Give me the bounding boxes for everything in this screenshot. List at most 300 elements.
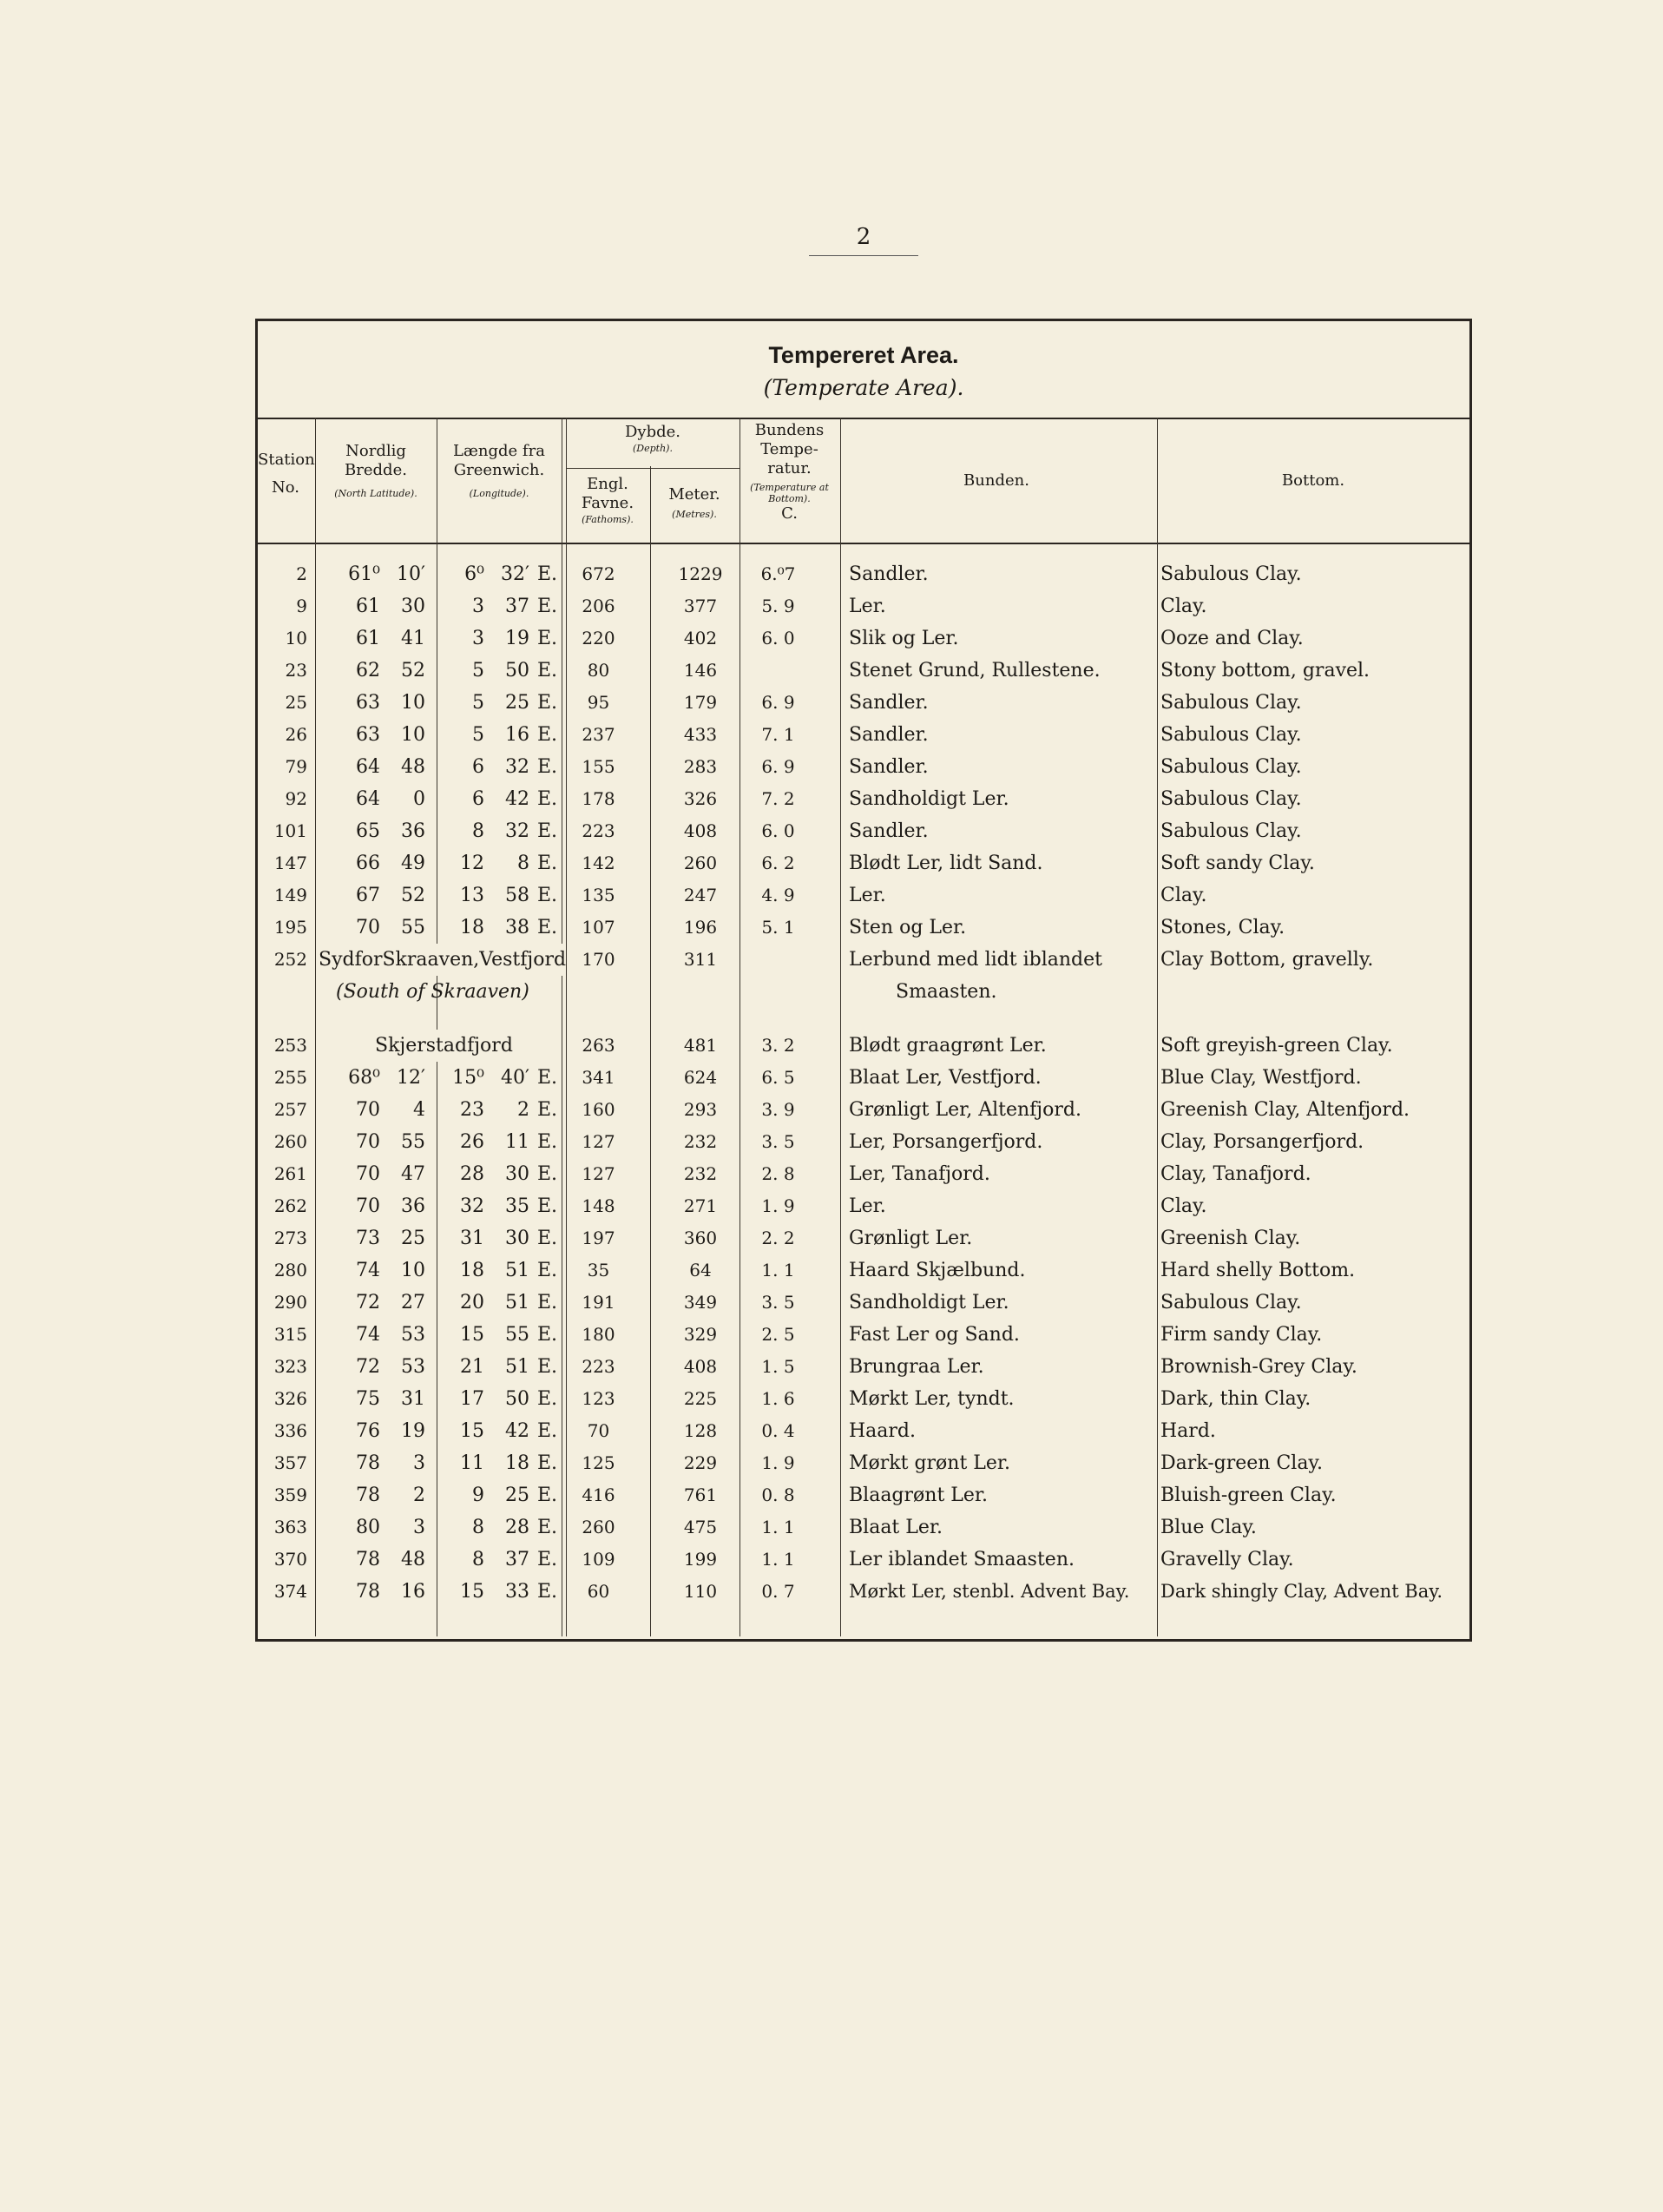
lat-min: 10 [401, 1260, 425, 1281]
lon-deg: 32 [460, 1195, 484, 1217]
lon-east: E. [536, 1420, 557, 1442]
depth-fathoms: 223 [582, 820, 615, 841]
latitude [340, 1447, 425, 1479]
lon-east: E. [536, 917, 557, 938]
table-row [258, 1351, 1469, 1383]
bottom-text: Sabulous Clay. [1160, 563, 1302, 585]
header-temperature [739, 421, 839, 523]
longitude [444, 1544, 557, 1576]
bottom-temperature: 6. 0 [761, 628, 795, 648]
station-no: 26 [285, 724, 307, 745]
lat-deg: 61 [356, 596, 380, 617]
latitude [340, 687, 425, 719]
table-row [258, 1415, 1469, 1447]
depth-metres: 408 [683, 820, 718, 841]
lat-deg: 75 [356, 1388, 380, 1410]
lat-min: 12′ [397, 1067, 425, 1089]
depth-metres: 229 [683, 1452, 718, 1473]
station-no: 359 [273, 1485, 307, 1505]
table-row [258, 1383, 1469, 1415]
lat-deg: 66 [356, 853, 380, 874]
latitude [340, 847, 425, 879]
lat-min: 49 [401, 853, 425, 874]
latitude [340, 1062, 425, 1094]
lon-deg: 18 [460, 1260, 484, 1281]
table-subtitle: (Temperate Area). [763, 375, 964, 400]
bottom-text: Soft sandy Clay. [1160, 853, 1315, 874]
longitude [444, 847, 557, 879]
lon-min: 51 [505, 1292, 529, 1313]
station-no: 25 [285, 692, 307, 713]
depth-fathoms: 135 [582, 885, 615, 905]
lat-deg: 72 [356, 1292, 380, 1313]
lon-deg: 23 [460, 1099, 484, 1121]
bunden-text: Sandler. [849, 724, 929, 746]
depth-fathoms: 191 [582, 1292, 615, 1313]
lat-deg: 78 [356, 1485, 380, 1506]
bunden-text: Blaat Ler, Vestfjord. [849, 1067, 1042, 1089]
header-fathoms [566, 475, 649, 527]
lon-deg: 18 [460, 917, 484, 938]
depth-metres: 199 [683, 1549, 718, 1570]
longitude [444, 558, 557, 590]
depth-metres: 260 [683, 853, 718, 873]
bottom-temperature: 1. 9 [761, 1452, 795, 1473]
station-no: 10 [285, 628, 307, 648]
table-row [258, 1094, 1469, 1126]
bottom-temperature: 6. 9 [761, 756, 795, 777]
table-row [258, 1222, 1469, 1254]
bottom-text: Clay Bottom, gravelly. [1160, 949, 1374, 971]
lon-east: E. [536, 1292, 557, 1313]
station-location: SydforSkraaven,Vestfjord [319, 944, 566, 976]
lon-east: E. [536, 563, 557, 585]
longitude [444, 590, 557, 622]
bottom-temperature: 0. 8 [761, 1485, 795, 1505]
depth-fathoms: 263 [582, 1035, 615, 1056]
bottom-temperature: 3. 9 [761, 1099, 795, 1120]
lon-deg: 8 [472, 1517, 484, 1538]
latitude [340, 783, 425, 815]
bunden-text: Blødt Ler, lidt Sand. [849, 853, 1043, 874]
header-lon-line1: Længde fra [453, 442, 545, 460]
longitude [444, 719, 557, 751]
bottom-text: Stony bottom, gravel. [1160, 660, 1370, 681]
lat-min: 55 [401, 917, 425, 938]
longitude [444, 1351, 557, 1383]
bottom-text: Dark shingly Clay, Advent Bay. [1160, 1581, 1443, 1602]
lon-min: 18 [505, 1452, 529, 1474]
lon-deg: 5 [472, 724, 484, 746]
lon-deg: 6⁰ [464, 563, 484, 585]
bottom-temperature: 1. 1 [761, 1260, 795, 1280]
bottom-temperature: 3. 5 [761, 1292, 795, 1313]
depth-metres: 311 [683, 949, 718, 970]
bottom-temperature: 1. 5 [761, 1356, 795, 1377]
header-depth [566, 423, 739, 456]
depth-fathoms: 123 [582, 1388, 615, 1409]
depth-fathoms: 220 [582, 628, 615, 648]
lon-deg: 8 [472, 820, 484, 842]
lon-min: 25 [505, 1485, 529, 1506]
depth-fathoms: 125 [582, 1452, 615, 1473]
table-row [258, 1319, 1469, 1351]
station-no: 273 [273, 1228, 307, 1248]
lat-min: 53 [401, 1356, 425, 1378]
bottom-text: Brownish-Grey Clay. [1160, 1356, 1357, 1378]
depth-fathoms: 416 [582, 1485, 615, 1505]
longitude [444, 912, 557, 944]
lon-deg: 31 [460, 1228, 484, 1249]
station-no: 2 [296, 563, 307, 584]
table-row [258, 1062, 1469, 1094]
lon-deg: 13 [460, 885, 484, 906]
lon-min: 28 [505, 1517, 529, 1538]
bunden-text: Lerbund med lidt iblandet [849, 949, 1102, 971]
latitude [340, 751, 425, 783]
bottom-text: Sabulous Clay. [1160, 692, 1302, 714]
lat-deg: 74 [356, 1324, 380, 1346]
lon-east: E. [536, 853, 557, 874]
lon-deg: 15⁰ [452, 1067, 484, 1089]
bottom-text: Sabulous Clay. [1160, 756, 1302, 778]
bunden-text: Sandler. [849, 563, 929, 585]
lon-deg: 5 [472, 692, 484, 714]
latitude [340, 1511, 425, 1544]
lon-deg: 9 [472, 1485, 484, 1506]
latitude [340, 1254, 425, 1287]
table-row [258, 687, 1469, 719]
bottom-temperature: 3. 2 [761, 1035, 795, 1056]
lon-deg: 5 [472, 660, 484, 681]
bottom-text: Firm sandy Clay. [1160, 1324, 1323, 1346]
bottom-text: Blue Clay, Westfjord. [1160, 1067, 1362, 1089]
lon-deg: 6 [472, 788, 484, 810]
lon-min: 32′ [501, 563, 529, 585]
bunden-text: Haard Skjælbund. [849, 1260, 1026, 1281]
lon-min: 51 [505, 1260, 529, 1281]
bottom-temperature: 5. 1 [761, 917, 795, 938]
bunden-text: Haard. [849, 1420, 917, 1442]
longitude [444, 1319, 557, 1351]
depth-metres: 433 [683, 724, 718, 745]
latitude [340, 1190, 425, 1222]
lon-east: E. [536, 1228, 557, 1249]
station-no: 252 [273, 949, 307, 970]
depth-fathoms: 178 [582, 788, 615, 809]
lat-min: 3 [413, 1517, 425, 1538]
lon-deg: 15 [460, 1420, 484, 1442]
table-row [258, 751, 1469, 783]
depth-fathoms: 341 [582, 1067, 615, 1088]
table-row [258, 1254, 1469, 1287]
lon-east: E. [536, 1388, 557, 1410]
lon-east: E. [536, 1549, 557, 1570]
bottom-temperature: 6. 0 [761, 820, 795, 841]
depth-fathoms: 237 [582, 724, 615, 745]
bunden-text: Stenet Grund, Rullestene. [849, 660, 1101, 681]
lon-deg: 6 [472, 756, 484, 778]
lon-east: E. [536, 1356, 557, 1378]
depth-metres: 329 [683, 1324, 718, 1345]
longitude [444, 815, 557, 847]
bunden-text: Ler. [849, 1195, 886, 1217]
table-row [258, 719, 1469, 751]
header-metres [651, 485, 738, 522]
bottom-text: Clay. [1160, 596, 1207, 617]
header-temp-line2: Tempe- [760, 440, 818, 458]
header-station-line1: Station [258, 451, 315, 469]
header-bunden: Bunden. [963, 471, 1029, 490]
lon-deg: 3 [472, 628, 484, 649]
bottom-temperature: 6. 5 [761, 1067, 795, 1088]
table-row [258, 1030, 1469, 1062]
bottom-text: Dark-green Clay. [1160, 1452, 1323, 1474]
depth-metres: 481 [683, 1035, 718, 1056]
lat-min: 52 [401, 660, 425, 681]
depth-divider [566, 468, 739, 469]
table-header [258, 418, 1469, 544]
lat-deg: 62 [356, 660, 380, 681]
bottom-text: Hard shelly Bottom. [1160, 1260, 1356, 1281]
page-number: 2 [856, 224, 871, 250]
lon-min: 25 [505, 692, 529, 714]
table-frame [255, 319, 1472, 1642]
station-no: 255 [273, 1067, 307, 1088]
bottom-text: Clay, Tanafjord. [1160, 1163, 1311, 1185]
lon-east: E. [536, 628, 557, 649]
depth-metres: 232 [683, 1131, 718, 1152]
depth-metres: 293 [683, 1099, 718, 1120]
lon-min: 32 [505, 820, 529, 842]
bunden-text: Brungraa Ler. [849, 1356, 984, 1378]
lat-min: 36 [401, 820, 425, 842]
depth-fathoms: 142 [582, 853, 615, 873]
longitude [444, 1479, 557, 1511]
lon-east: E. [536, 788, 557, 810]
latitude [340, 815, 425, 847]
bunden-text: Sandler. [849, 692, 929, 714]
table-row [258, 1158, 1469, 1190]
lon-east: E. [536, 1195, 557, 1217]
bottom-text: Greenish Clay. [1160, 1228, 1301, 1249]
lat-min: 2 [413, 1485, 425, 1506]
lon-deg: 21 [460, 1356, 484, 1378]
bottom-temperature: 2. 8 [761, 1163, 795, 1184]
depth-fathoms: 206 [582, 596, 615, 616]
header-latitude [317, 442, 435, 501]
bottom-temperature: 1. 1 [761, 1517, 795, 1537]
longitude [444, 879, 557, 912]
depth-fathoms: 170 [582, 949, 615, 970]
header-metres-line1: Meter. [668, 485, 720, 504]
lon-east: E. [536, 1517, 557, 1538]
header-lon-line2: Greenwich. [453, 461, 545, 479]
lon-deg: 11 [460, 1452, 484, 1474]
depth-metres: 225 [683, 1388, 718, 1409]
station-no: 253 [273, 1035, 307, 1056]
bunden-text: Mørkt Ler, stenbl. Advent Bay. [849, 1581, 1130, 1602]
bunden-text: Mørkt Ler, tyndt. [849, 1388, 1015, 1410]
station-no: 261 [273, 1163, 307, 1184]
longitude [444, 655, 557, 687]
bunden-text: Grønligt Ler. [849, 1228, 973, 1249]
bottom-text: Hard. [1160, 1420, 1216, 1442]
station-location-en: (South of Skraaven) [336, 981, 529, 1003]
depth-metres: 408 [683, 1356, 718, 1377]
latitude [340, 590, 425, 622]
bottom-text: Sabulous Clay. [1160, 788, 1302, 810]
bottom-text: Clay, Porsangerfjord. [1160, 1131, 1364, 1153]
bottom-text: Greenish Clay, Altenfjord. [1160, 1099, 1410, 1121]
depth-fathoms: 70 [587, 1420, 610, 1441]
lat-min: 0 [413, 788, 425, 810]
lat-deg: 70 [356, 1195, 380, 1217]
header-lat-line1: Nordlig [345, 442, 406, 460]
bunden-text: Slik og Ler. [849, 628, 959, 649]
depth-fathoms: 223 [582, 1356, 615, 1377]
station-no: 79 [285, 756, 307, 777]
latitude [340, 1319, 425, 1351]
table-row [258, 1576, 1469, 1608]
lat-min: 30 [401, 596, 425, 617]
lon-east: E. [536, 1581, 557, 1603]
lat-deg: 73 [356, 1228, 380, 1249]
lon-east: E. [536, 820, 557, 842]
station-no: 101 [273, 820, 307, 841]
lon-min: 55 [505, 1324, 529, 1346]
lon-east: E. [536, 1067, 557, 1089]
station-location: Skjerstadfjord [375, 1030, 513, 1062]
depth-metres: 179 [683, 692, 718, 713]
lon-min: 35 [505, 1195, 529, 1217]
lon-east: E. [536, 756, 557, 778]
lon-min: 30 [505, 1228, 529, 1249]
lat-deg: 68⁰ [348, 1067, 380, 1089]
lon-deg: 15 [460, 1581, 484, 1603]
lat-min: 55 [401, 1131, 425, 1153]
header-lon-en: (Longitude). [469, 488, 529, 499]
depth-fathoms: 672 [582, 563, 615, 584]
bottom-text: Gravelly Clay. [1160, 1549, 1294, 1570]
longitude [444, 622, 557, 655]
table-row [258, 1190, 1469, 1222]
depth-fathoms: 127 [582, 1163, 615, 1184]
table-row [258, 1126, 1469, 1158]
lon-east: E. [536, 1260, 557, 1281]
lon-min: 42 [505, 788, 529, 810]
bottom-text: Sabulous Clay. [1160, 820, 1302, 842]
latitude [340, 1479, 425, 1511]
latitude [340, 879, 425, 912]
header-depth-line1: Dybde. [624, 423, 681, 441]
lon-east: E. [536, 1099, 557, 1121]
latitude [340, 1287, 425, 1319]
station-no: 280 [273, 1260, 307, 1280]
table-row [258, 1447, 1469, 1479]
table-row [258, 944, 1469, 976]
depth-fathoms: 148 [582, 1195, 615, 1216]
lon-deg: 3 [472, 596, 484, 617]
bunden-text: Blødt graagrønt Ler. [849, 1035, 1047, 1057]
bottom-temperature: 1. 6 [761, 1388, 795, 1409]
station-no: 149 [273, 885, 307, 905]
lon-deg: 28 [460, 1163, 484, 1185]
bunden-text: Grønligt Ler, Altenfjord. [849, 1099, 1081, 1121]
header-station [258, 451, 313, 497]
bottom-temperature: 7. 1 [761, 724, 795, 745]
bottom-text: Dark, thin Clay. [1160, 1388, 1311, 1410]
lat-deg: 63 [356, 724, 380, 746]
lat-min: 19 [401, 1420, 425, 1442]
lon-east: E. [536, 660, 557, 681]
bottom-text: Sabulous Clay. [1160, 724, 1302, 746]
bottom-temperature: 3. 5 [761, 1131, 795, 1152]
bunden-text: Blaat Ler. [849, 1517, 943, 1538]
lat-deg: 63 [356, 692, 380, 714]
depth-metres: 247 [683, 885, 718, 905]
page-number-rule [809, 255, 918, 256]
station-no: 336 [273, 1420, 307, 1441]
longitude [444, 1383, 557, 1415]
header-lat-line2: Bredde. [345, 461, 407, 479]
table-row [258, 558, 1469, 590]
longitude [444, 1094, 557, 1126]
bunden-text: Ler, Tanafjord. [849, 1163, 990, 1185]
bottom-text: Blue Clay. [1160, 1517, 1257, 1538]
longitude [444, 1190, 557, 1222]
station-no: 357 [273, 1452, 307, 1473]
lat-min: 53 [401, 1324, 425, 1346]
lon-east: E. [536, 596, 557, 617]
bottom-text: Ooze and Clay. [1160, 628, 1304, 649]
header-fathoms-line1: Engl. [587, 475, 628, 493]
lon-min: 8 [517, 853, 529, 874]
depth-fathoms: 260 [582, 1517, 615, 1537]
bottom-temperature: 7. 2 [761, 788, 795, 809]
bottom-temperature: 6.⁰7 [760, 563, 796, 584]
lat-deg: 78 [356, 1581, 380, 1603]
table-row [258, 1544, 1469, 1576]
table-row [258, 815, 1469, 847]
header-bottom: Bottom. [1281, 471, 1345, 490]
latitude [340, 1544, 425, 1576]
lon-min: 37 [505, 596, 529, 617]
lat-deg: 65 [356, 820, 380, 842]
depth-fathoms: 95 [587, 692, 610, 713]
station-no: 147 [273, 853, 307, 873]
longitude [444, 1126, 557, 1158]
bunden-text: Ler iblandet Smaasten. [849, 1549, 1075, 1570]
bottom-temperature: 6. 9 [761, 692, 795, 713]
lon-min: 19 [505, 628, 529, 649]
bottom-temperature: 1. 1 [761, 1549, 795, 1570]
depth-fathoms: 127 [582, 1131, 615, 1152]
latitude [340, 1576, 425, 1608]
lat-min: 3 [413, 1452, 425, 1474]
lat-min: 10′ [397, 563, 425, 585]
table-row [258, 1511, 1469, 1544]
station-no: 257 [273, 1099, 307, 1120]
lat-deg: 78 [356, 1549, 380, 1570]
longitude [444, 783, 557, 815]
bottom-temperature: 2. 5 [761, 1324, 795, 1345]
lat-deg: 70 [356, 1099, 380, 1121]
bottom-temperature: 0. 7 [761, 1581, 795, 1602]
depth-fathoms: 107 [582, 917, 615, 938]
bunden-text: Sandler. [849, 820, 929, 842]
bottom-text: Soft greyish-green Clay. [1160, 1035, 1393, 1057]
